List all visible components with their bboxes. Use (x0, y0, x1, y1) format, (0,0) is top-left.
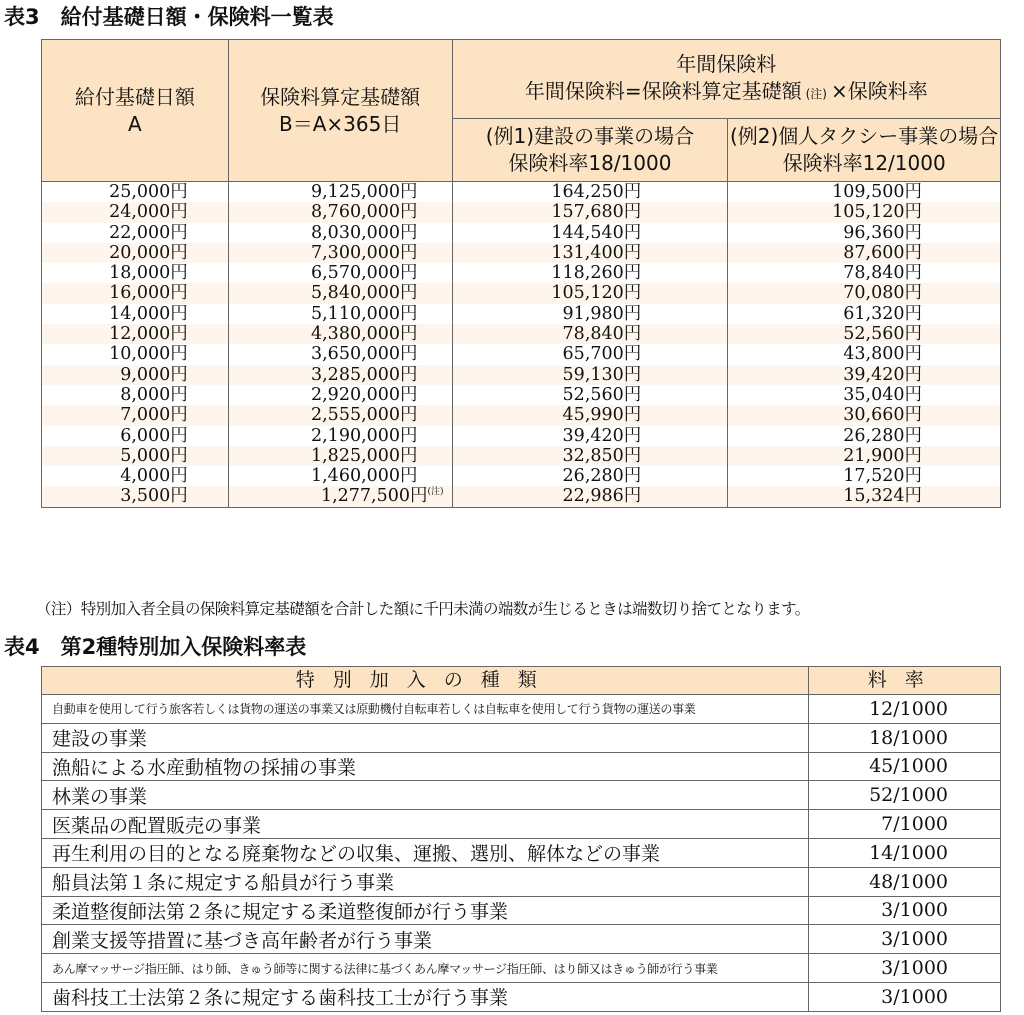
cell-example2: 105,120円 (728, 202, 1001, 222)
cell-daily-base: 4,000円 (42, 466, 229, 486)
cell-example2: 70,080円 (728, 283, 1001, 303)
table-row (42, 182, 1001, 203)
header-premium-base (228, 40, 452, 182)
premium-table (41, 39, 1001, 508)
cell-kind: 建設の事業 (42, 723, 809, 752)
table-row (42, 446, 1001, 466)
cell-example2: 78,840円 (728, 263, 1001, 283)
cell-example1: 131,400円 (452, 243, 728, 263)
cell-premium-base: 5,110,000円 (228, 304, 452, 324)
cell-rate: 48/1000 (809, 867, 1001, 896)
cell-rate: 18/1000 (809, 723, 1001, 752)
cell-example1: 45,990円 (452, 405, 728, 425)
table-row (42, 925, 1001, 954)
cell-example1: 59,130円 (452, 365, 728, 385)
cell-rate: 3/1000 (809, 896, 1001, 925)
cell-daily-base: 6,000円 (42, 426, 229, 446)
cell-daily-base: 3,500円 (42, 486, 229, 507)
table-row (42, 723, 1001, 752)
cell-rate: 7/1000 (809, 810, 1001, 839)
table-row (42, 202, 1001, 222)
example2-label: (例2)個人タクシー事業の場合 (729, 124, 999, 148)
example1-label: (例1)建設の事業の場合 (485, 124, 695, 148)
cell-example1: 164,250円 (452, 182, 728, 203)
cell-premium-base: 1,825,000円 (228, 446, 452, 466)
table-row (42, 838, 1001, 867)
cell-kind: 漁船による水産動植物の採捕の事業 (42, 752, 809, 781)
table-row (42, 426, 1001, 446)
cell-footnote-mark: (注) (427, 487, 444, 498)
cell-example2: 15,324円 (728, 486, 1001, 507)
cell-example1: 118,260円 (452, 263, 728, 283)
header-example2 (728, 119, 1001, 182)
cell-kind: 柔道整復師法第２条に規定する柔道整復師が行う事業 (42, 896, 809, 925)
header-daily-base-symbol: A (128, 111, 142, 136)
header-annual-title: 年間保険料 (676, 51, 777, 76)
cell-daily-base: 5,000円 (42, 446, 229, 466)
cell-kind: 創業支援等措置に基づき高年齢者が行う事業 (42, 925, 809, 954)
cell-example1: 65,700円 (452, 344, 728, 364)
table3-footnote: （注）特別加入者全員の保険料算定基礎額を合計した額に千円未満の端数が生じるときは端数切り捨てとなります。 (36, 600, 810, 618)
table-row (42, 223, 1001, 243)
cell-example1: 78,840円 (452, 324, 728, 344)
table4-title: 表4 第2種特別加入保険料率表 (4, 635, 307, 659)
cell-daily-base: 7,000円 (42, 405, 229, 425)
cell-example2: 30,660円 (728, 405, 1001, 425)
cell-kind: 林業の事業 (42, 781, 809, 810)
cell-kind: あん摩マッサージ指圧師、はり師、きゅう師等に関する法律に基づくあん摩マッサージ指圧師、はり師又はきゅう師が行う事業 (42, 954, 809, 983)
special-rate-table (41, 666, 1001, 1012)
cell-rate: 3/1000 (809, 982, 1001, 1011)
header-rate: 料率 (809, 667, 1001, 695)
cell-example2: 87,600円 (728, 243, 1001, 263)
cell-example2: 39,420円 (728, 365, 1001, 385)
cell-example2: 52,560円 (728, 324, 1001, 344)
table3-title: 表3 給付基礎日額・保険料一覧表 (4, 5, 334, 29)
table-row (42, 867, 1001, 896)
formula-note: (注) (805, 86, 827, 101)
cell-example1: 144,540円 (452, 223, 728, 243)
cell-premium-base: 3,650,000円 (228, 344, 452, 364)
cell-kind: 再生利用の目的となる廃棄物などの収集、運搬、選別、解体などの事業 (42, 838, 809, 867)
table-row (42, 385, 1001, 405)
formula-left: 年間保険料=保険料算定基礎額 (524, 78, 802, 103)
cell-example1: 26,280円 (452, 466, 728, 486)
cell-premium-base: 1,460,000円 (228, 466, 452, 486)
header-daily-base (42, 40, 229, 182)
cell-premium-base: 5,840,000円 (228, 283, 452, 303)
cell-example1: 39,420円 (452, 426, 728, 446)
cell-premium-base: 6,570,000円 (228, 263, 452, 283)
header-kind: 特別加入の種類 (42, 667, 809, 695)
cell-kind: 歯科技工士法第２条に規定する歯科技工士が行う事業 (42, 982, 809, 1011)
table-row (42, 896, 1001, 925)
cell-premium-base: 3,285,000円 (228, 365, 452, 385)
cell-premium-base: 2,920,000円 (228, 385, 452, 405)
cell-example1: 32,850円 (452, 446, 728, 466)
table-row (42, 781, 1001, 810)
cell-example1: 91,980円 (452, 304, 728, 324)
cell-example2: 35,040円 (728, 385, 1001, 405)
cell-example2: 96,360円 (728, 223, 1001, 243)
cell-example2: 43,800円 (728, 344, 1001, 364)
table-row (42, 695, 1001, 724)
table-row (42, 405, 1001, 425)
cell-premium-base-value: 1,277,500円 (320, 486, 428, 507)
cell-rate: 3/1000 (809, 925, 1001, 954)
cell-premium-base: 8,760,000円 (228, 202, 452, 222)
cell-premium-base: 2,190,000円 (228, 426, 452, 446)
cell-daily-base: 25,000円 (42, 182, 229, 203)
table-row (42, 486, 1001, 507)
cell-example2: 61,320円 (728, 304, 1001, 324)
table-row (42, 243, 1001, 263)
cell-premium-base: 8,030,000円 (228, 223, 452, 243)
table-row (42, 752, 1001, 781)
cell-daily-base: 12,000円 (42, 324, 229, 344)
cell-daily-base: 18,000円 (42, 263, 229, 283)
cell-daily-base: 9,000円 (42, 365, 229, 385)
cell-example1: 52,560円 (452, 385, 728, 405)
cell-example2: 109,500円 (728, 182, 1001, 203)
table-row (42, 304, 1001, 324)
cell-daily-base: 10,000円 (42, 344, 229, 364)
cell-premium-base: 2,555,000円 (228, 405, 452, 425)
cell-daily-base: 8,000円 (42, 385, 229, 405)
header-annual-premium (452, 40, 1000, 119)
cell-rate: 14/1000 (809, 838, 1001, 867)
header-example1 (452, 119, 728, 182)
header-premium-base-formula: B＝A×365日 (279, 111, 402, 136)
table-row (42, 263, 1001, 283)
cell-daily-base: 16,000円 (42, 283, 229, 303)
cell-daily-base: 20,000円 (42, 243, 229, 263)
cell-daily-base: 14,000円 (42, 304, 229, 324)
table-row (42, 283, 1001, 303)
cell-rate: 52/1000 (809, 781, 1001, 810)
cell-example2: 26,280円 (728, 426, 1001, 446)
cell-kind: 自動車を使用して行う旅客若しくは貨物の運送の事業又は原動機付自転車若しくは自転車を使用して行う貨物の運送の事業 (42, 695, 809, 724)
cell-premium-base: 7,300,000円 (228, 243, 452, 263)
cell-rate: 45/1000 (809, 752, 1001, 781)
example2-rate: 保険料率12/1000 (782, 151, 946, 175)
cell-premium-base (228, 486, 452, 507)
formula-right: ×保険料率 (830, 78, 928, 103)
cell-premium-base: 9,125,000円 (228, 182, 452, 203)
table-row (42, 982, 1001, 1011)
table-row (42, 344, 1001, 364)
cell-rate: 3/1000 (809, 954, 1001, 983)
example1-rate: 保険料率18/1000 (508, 151, 672, 175)
cell-premium-base: 4,380,000円 (228, 324, 452, 344)
cell-rate: 12/1000 (809, 695, 1001, 724)
table-row (42, 324, 1001, 344)
cell-example1: 105,120円 (452, 283, 728, 303)
cell-example2: 21,900円 (728, 446, 1001, 466)
cell-example2: 17,520円 (728, 466, 1001, 486)
header-premium-base-label: 保険料算定基礎額 (260, 84, 421, 109)
cell-kind: 医薬品の配置販売の事業 (42, 810, 809, 839)
table-row (42, 466, 1001, 486)
table-row (42, 365, 1001, 385)
cell-daily-base: 24,000円 (42, 202, 229, 222)
cell-kind: 船員法第１条に規定する船員が行う事業 (42, 867, 809, 896)
table-row (42, 810, 1001, 839)
table-row (42, 954, 1001, 983)
cell-daily-base: 22,000円 (42, 223, 229, 243)
cell-example1: 22,986円 (452, 486, 728, 507)
header-annual-formula (453, 78, 1000, 108)
header-daily-base-label: 給付基礎日額 (74, 84, 195, 109)
cell-example1: 157,680円 (452, 202, 728, 222)
